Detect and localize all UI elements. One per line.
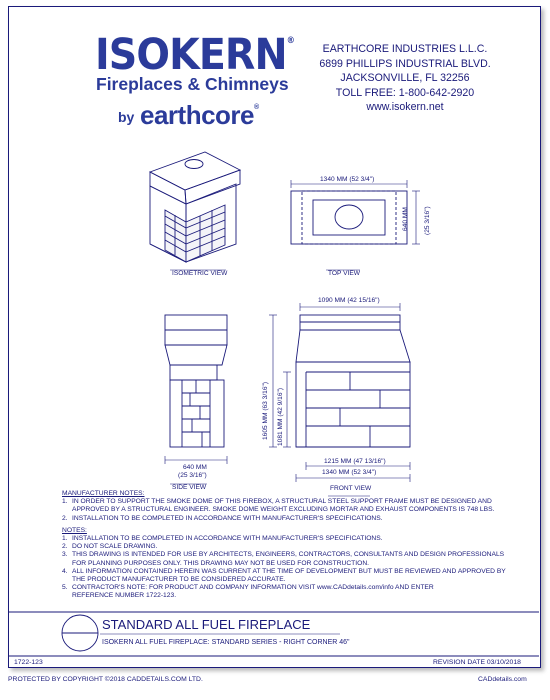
company-name: EARTHCORE INDUSTRIES L.L.C.	[322, 43, 488, 55]
notes-block: MANUFACTURER NOTES: 1. IN ORDER TO SUPPORT THE SMOKE DOME OF THIS FIREBOX, A STRUCTURAL STEEL SUPPORT FRAME MUST BE DESIGNED AND APPROVED BY A STRUCTURAL ENGINEER. SMOKE DOME WEIGHT EXCLUDING MORTAR AND EXHAUST COMPONENTS IS 748 LBS. 2. INSTALLATION TO BE COMPLETED IN ACCORDANCE WITH MANUFACTURER'S SPECIFICATIONS. NOTES: 1. INSTALLATION TO BE COMPLETED IN ACCORDANCE WITH MANUFACTURER'S SPECIFICATIONS. 2. DO NOT SCALE DRAWING. 3. THIS DRAWING IS INTENDED FOR USE BY ARCHITECTS, ENGINEERS, CONTRACTORS, CONSULTANTS AND DESIGN PROFESSIONALS FOR PLANNING PURPOSES ONLY. THIS DRAWING MAY NOT BE USED FOR CONSTRUCTION. 4. ALL INFORMATION CONTAINED HEREIN WAS CURRENT AT THE TIME OF DEVELOPMENT BUT MUST BE REVIEWED AND APPROVED BY THE PRODUCT MANUFACTURER TO BE CONSIDERED ACCURATE. 5. CONTRACTOR'S NOTE: FOR PRODUCT AND COMPANY INFORMATION VISIT www.CADdetails.com/info AND ENTER REFERENCE NUMBER 1722-123.	[62, 490, 512, 601]
note-4b: THE PRODUCT MANUFACTURER TO BE CONSIDERED ACCURATE.	[72, 576, 286, 584]
caddetails-link[interactable]: CADdetails.com	[478, 676, 527, 683]
dim-top-width: 1340 MM (52 3/4")	[320, 176, 375, 183]
revision-date: REVISION DATE 03/10/2018	[433, 659, 521, 666]
copyright-notice: PROTECTED BY COPYRIGHT ©2018 CADDETAILS.COM LTD.	[8, 676, 203, 683]
top-view-label: TOP VIEW	[328, 270, 360, 277]
note-1: INSTALLATION TO BE COMPLETED IN ACCORDANCE WITH MANUFACTURER'S SPECIFICATIONS.	[72, 535, 383, 543]
company-city: JACKSONVILLE, FL 32256	[340, 72, 470, 84]
company-phone: TOLL FREE: 1-800-642-2920	[335, 86, 475, 99]
logo-by-text: by	[118, 109, 135, 125]
side-view	[165, 315, 227, 464]
dim-top-depth-mm: 640 MM	[402, 207, 409, 231]
manufacturer-note-2: INSTALLATION TO BE COMPLETED IN ACCORDANCE WITH MANUFACTURER'S SPECIFICATIONS.	[72, 514, 383, 522]
front-view-label: FRONT VIEW	[330, 485, 372, 492]
company-street: 6899 PHILLIPS INDUSTRIAL BLVD.	[319, 57, 491, 70]
company-website[interactable]: www.isokern.net	[366, 101, 444, 113]
drawing-title: STANDARD ALL FUEL FIREPLACE	[102, 617, 311, 632]
earthcore-logo: earthcore®	[140, 100, 259, 130]
front-view	[269, 303, 410, 482]
manufacturer-notes-heading: MANUFACTURER NOTES:	[62, 490, 145, 497]
dim-front-total-height: 1605 MM (63 3/16")	[262, 381, 269, 440]
note-5a: CONTRACTOR'S NOTE: FOR PRODUCT AND COMPANY INFORMATION VISIT www.CADdetails.com/info AND ENTER	[72, 584, 434, 592]
drawing-subtitle: ISOKERN ALL FUEL FIREPLACE: STANDARD SERIES - RIGHT CORNER 46"	[102, 639, 350, 646]
dim-front-top: 1090 MM (42 15/16")	[318, 297, 380, 304]
top-view	[291, 180, 420, 244]
note-4a: ALL INFORMATION CONTAINED HEREIN WAS CURRENT AT THE TIME OF DEVELOPMENT BUT MUST BE REVIEWED AND APPROVED BY	[72, 567, 506, 575]
note-3b: FOR PLANNING PURPOSES ONLY. THIS DRAWING MAY NOT BE USED FOR CONSTRUCTION.	[72, 559, 370, 567]
note-5b: REFERENCE NUMBER 1722-123.	[72, 592, 177, 600]
dim-front-opening-height: 1081 MM (42 9/16")	[277, 387, 284, 446]
dim-top-depth-in: (25 3/16")	[424, 206, 431, 235]
manufacturer-note-1b: APPROVED BY A STRUCTURAL ENGINEER. SMOKE DOME WEIGHT EXCLUDING MORTAR AND EXHAUST COMPONENTS IS 748 LBS.	[72, 506, 495, 514]
dim-front-base-width: 1340 MM (52 3/4")	[322, 469, 377, 476]
logo-tagline: Fireplaces & Chimneys	[96, 74, 289, 94]
notes-heading: NOTES:	[62, 526, 87, 534]
note-2: DO NOT SCALE DRAWING.	[72, 543, 158, 551]
side-view-label: SIDE VIEW	[172, 484, 207, 491]
manufacturer-note-1a: IN ORDER TO SUPPORT THE SMOKE DOME OF THIS FIREBOX, A STRUCTURAL STEEL SUPPORT FRAME MUST BE DESIGNED AND	[72, 498, 492, 506]
isometric-view-label: ISOMETRIC VIEW	[172, 270, 228, 277]
dim-side-in: (25 3/16")	[178, 472, 207, 479]
dim-side-mm: 640 MM	[183, 464, 207, 471]
note-3a: THIS DRAWING IS INTENDED FOR USE BY ARCHITECTS, ENGINEERS, CONTRACTORS, CONSULTANTS AND DESIGN PROFESSIONALS	[72, 551, 505, 559]
isokern-logo: ISOKERN®	[95, 30, 295, 80]
isometric-view	[150, 152, 240, 262]
reference-number: 1722-123	[14, 659, 43, 666]
dim-front-opening-width: 1215 MM (47 13/16")	[324, 458, 386, 465]
